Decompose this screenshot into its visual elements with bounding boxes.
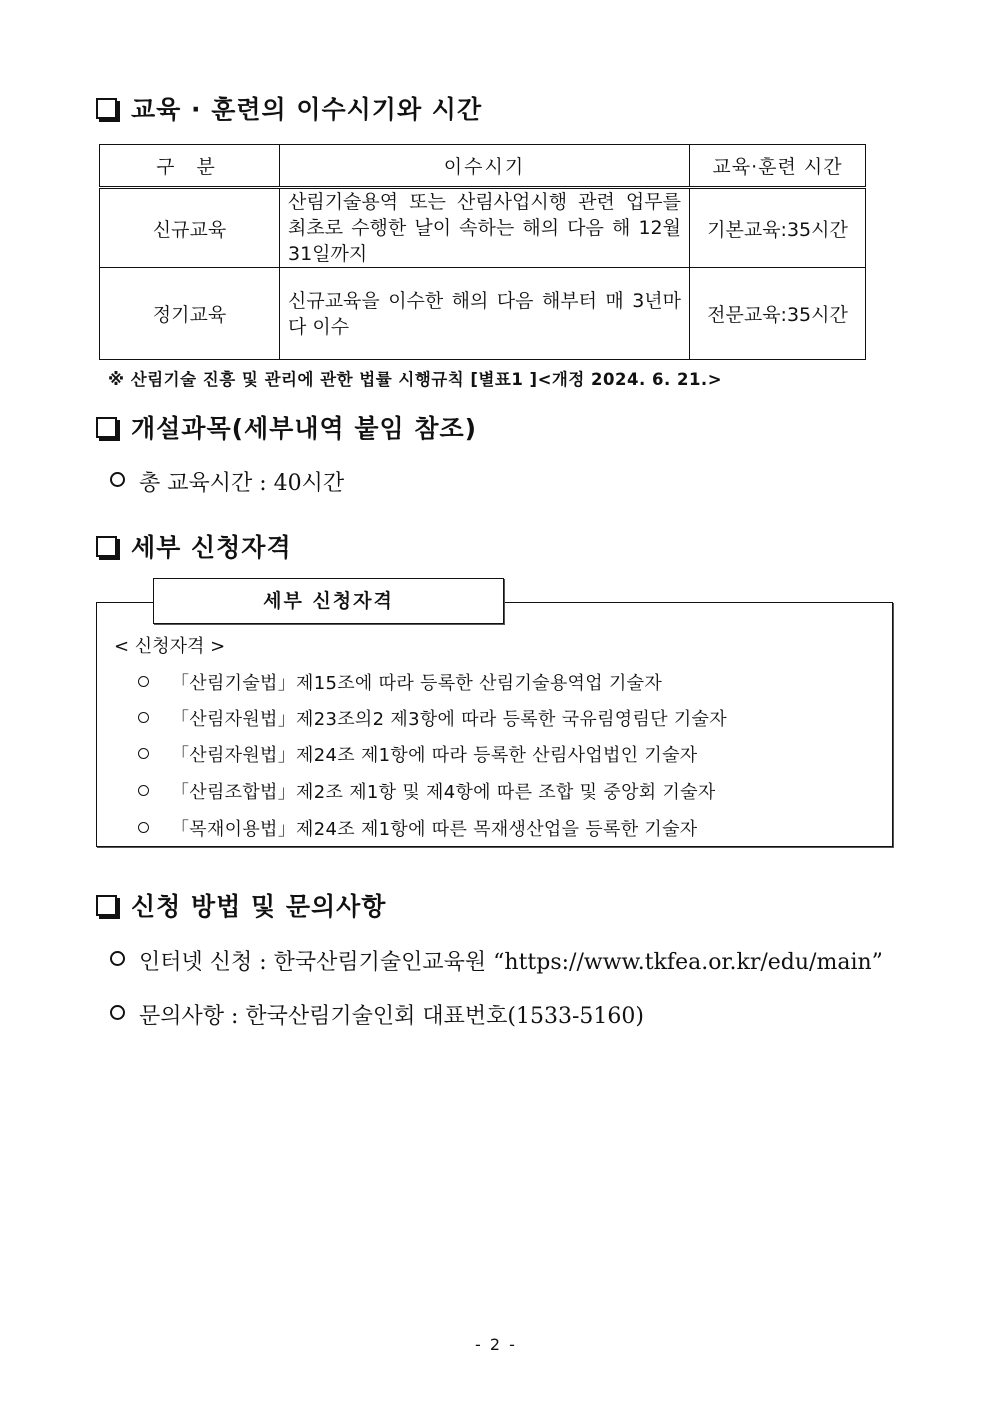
checkbox-square-icon bbox=[96, 536, 117, 557]
list-item bbox=[138, 778, 716, 804]
row-hours: 기본교육:35시간 bbox=[690, 188, 866, 268]
list-item-text: 「산림기술법」제15조에 따라 등록한 산림기술용역업 기술자 bbox=[171, 673, 663, 694]
checkbox-square-icon bbox=[96, 417, 117, 438]
legal-note: ※ 산림기술 진흥 및 관리에 관한 법률 시행규칙 [별표1 ]<개정 2024. 6. 21.> bbox=[108, 370, 723, 389]
header-category: 구 분 bbox=[100, 145, 280, 188]
section-3-title-text: 세부 신청자격 bbox=[131, 533, 292, 562]
row-hours: 전문교육:35시간 bbox=[690, 268, 866, 360]
list-item bbox=[138, 741, 697, 767]
list-item-text: 「목재이용법」제24조 제1항에 따른 목재생산업을 등록한 기술자 bbox=[171, 819, 698, 840]
header-hours: 교육·훈련 시간 bbox=[690, 145, 866, 188]
circle-bullet-icon bbox=[138, 748, 149, 759]
section-4-title bbox=[96, 887, 386, 923]
table-header-row bbox=[100, 145, 866, 188]
checkbox-square-icon bbox=[96, 98, 117, 119]
circle-bullet-icon bbox=[138, 785, 149, 796]
row-category: 신규교육 bbox=[100, 188, 280, 268]
section-2-title bbox=[96, 409, 477, 445]
qualification-heading: < 신청자격 > bbox=[114, 636, 226, 657]
section-3-title bbox=[96, 528, 292, 564]
list-item bbox=[138, 669, 662, 695]
online-application-text: 인터넷 신청 : 한국산림기술인교육원 “https://www.tkfea.or.kr/edu/main” bbox=[139, 950, 883, 975]
list-item bbox=[138, 705, 727, 731]
circle-bullet-icon bbox=[110, 951, 125, 966]
list-item-text: 「산림자원법」제23조의2 제3항에 따라 등록한 국유림영림단 기술자 bbox=[171, 709, 727, 730]
circle-bullet-icon bbox=[110, 1005, 125, 1020]
section-1-title-text: 교육 · 훈련의 이수시기와 시간 bbox=[131, 95, 483, 124]
header-period: 이수시기 bbox=[280, 145, 690, 188]
circle-bullet-icon bbox=[138, 676, 149, 687]
contact-item bbox=[110, 999, 644, 1030]
circle-bullet-icon bbox=[110, 472, 125, 487]
row-period: 신규교육을 이수한 해의 다음 해부터 매 3년마다 이수 bbox=[280, 268, 690, 360]
circle-bullet-icon bbox=[138, 712, 149, 723]
table-row bbox=[100, 268, 866, 360]
section-2-title-text: 개설과목(세부내역 붙임 참조) bbox=[131, 414, 478, 443]
page-number: - 2 - bbox=[475, 1335, 517, 1354]
section-1-title bbox=[96, 90, 482, 126]
online-application-item bbox=[110, 945, 883, 976]
total-hours-text: 총 교육시간 : 40시간 bbox=[139, 471, 345, 496]
contact-text: 문의사항 : 한국산림기술인회 대표번호(1533-5160) bbox=[139, 1004, 645, 1029]
list-item bbox=[138, 815, 697, 841]
checkbox-square-icon bbox=[96, 895, 117, 916]
circle-bullet-icon bbox=[138, 822, 149, 833]
qualification-box-title: 세부 신청자격 bbox=[153, 578, 504, 624]
table-row bbox=[100, 188, 866, 268]
row-category: 정기교육 bbox=[100, 268, 280, 360]
list-item-text: 「산림자원법」제24조 제1항에 따라 등록한 산림사업법인 기술자 bbox=[171, 745, 698, 766]
total-hours-item bbox=[110, 466, 344, 497]
row-period: 산림기술용역 또는 산림사업시행 관련 업무를 최초로 수행한 날이 속하는 해의 다음 해 12월 31일까지 bbox=[280, 188, 690, 268]
education-table bbox=[99, 144, 866, 360]
section-4-title-text: 신청 방법 및 문의사항 bbox=[131, 892, 387, 921]
list-item-text: 「산림조합법」제2조 제1항 및 제4항에 따른 조합 및 중앙회 기술자 bbox=[171, 782, 716, 803]
